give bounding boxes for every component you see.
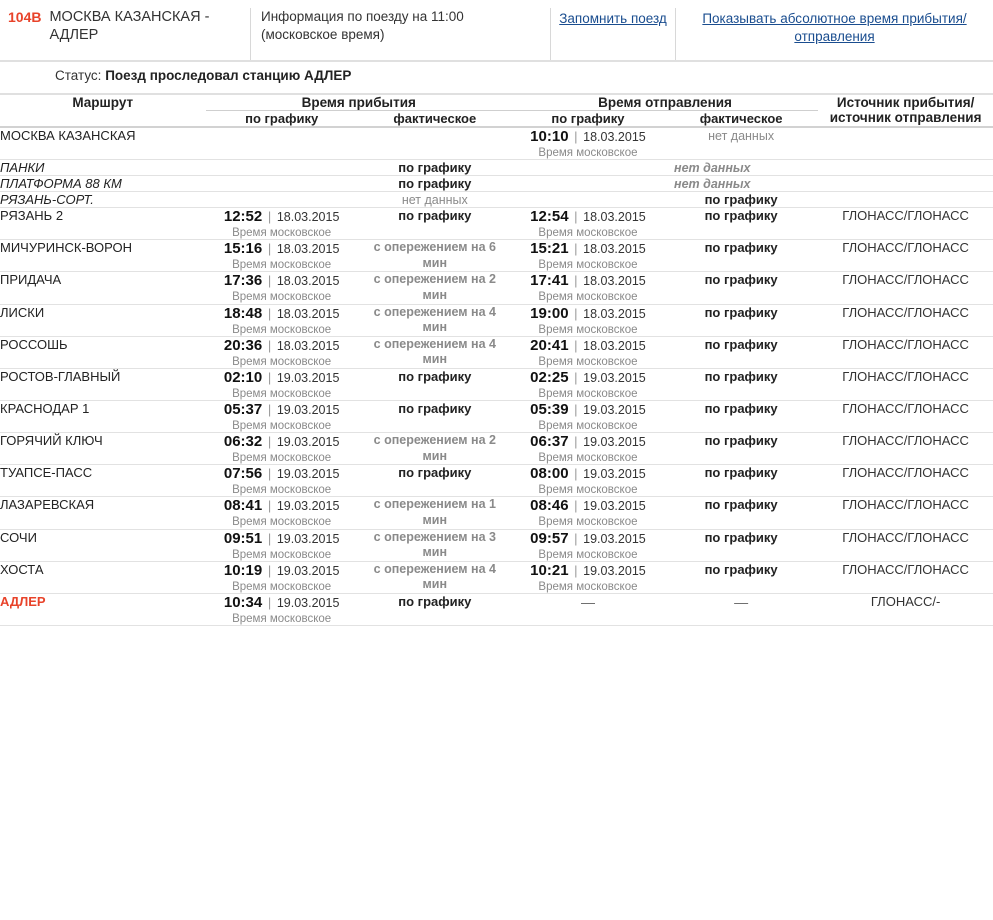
departure-actual-status: по графику [704,465,778,481]
table-row [0,369,993,401]
arrival-date: 18.03.2015 [276,306,340,321]
data-source-cell [818,176,993,192]
arrival-scheduled-cell [206,160,358,176]
departure-scheduled-cell [512,208,664,240]
arrival-time: 18:48 [223,304,263,322]
arrival-actual-status: по графику [398,594,472,609]
departure-actual-status: по графику [704,272,778,288]
departure-time: 08:00 [530,465,569,483]
departure-date: 19.03.2015 [583,403,646,417]
arrival-scheduled-cell [206,240,358,272]
col-header-arrival: Время прибытия [206,95,512,111]
arrival-time: 06:32 [223,433,263,450]
arrival-actual-status: по графику [398,208,472,223]
absolute-time-cell [675,8,993,60]
departure-actual-status: нет данных [674,177,751,191]
departure-scheduled-cell [512,497,664,529]
arrival-date: 18.03.2015 [276,338,340,353]
table-row [0,336,993,368]
departure-timezone-note: Время московское [538,355,638,368]
arrival-scheduled-cell [206,176,358,192]
departure-date: 19.03.2015 [583,531,646,546]
departure-actual-cell [664,433,818,465]
departure-scheduled-cell [512,272,664,304]
arrival-timezone-note: Время московское [232,580,332,593]
time-date-separator: | [264,434,275,449]
arrival-date: 18.03.2015 [276,210,340,224]
arrival-time: 17:36 [223,272,263,290]
info-line-1: Информация по поезду на 11:00 [261,9,464,24]
time-date-separator: | [570,466,582,482]
station-name: РЯЗАНЬ 2 [0,208,64,223]
departure-timezone-note: Время московское [538,548,638,561]
col-header-source: Источник прибытия/ источник отправления [829,95,982,125]
departure-actual-cell [664,176,818,192]
table-row [0,497,993,529]
station-name: АДЛЕР [0,594,46,609]
departure-date: 18.03.2015 [583,274,646,289]
station-name: ПЛАТФОРМА 88 КМ [0,176,122,191]
arrival-time: 15:16 [223,240,263,257]
data-source-value: ГЛОНАСС/- [870,594,941,609]
remember-train-link[interactable]: Запомнить поезд [559,11,667,26]
data-source-cell [818,465,993,497]
col-header-arrival-scheduled: по графику [245,111,319,126]
table-row [0,465,993,497]
departure-timezone-note: Время московское [538,580,638,593]
station-name: ЛАЗАРЕВСКАЯ [0,497,95,513]
data-source-cell [818,433,993,465]
time-date-separator: | [264,562,275,578]
arrival-actual-status: с опережением на 2 мин [373,272,496,302]
data-source-cell [818,272,993,304]
arrival-actual-cell [358,529,512,561]
departure-time: 08:46 [530,497,569,515]
arrival-timezone-note: Время московское [232,323,332,336]
data-source-cell [818,127,993,160]
data-source-value: ГЛОНАСС/ГЛОНАСС [842,369,969,384]
data-source-value: ГЛОНАСС/ГЛОНАСС [842,272,969,288]
data-source-cell [818,369,993,401]
arrival-actual-cell [358,192,512,208]
arrival-scheduled-cell [206,369,358,401]
departure-scheduled-cell [512,369,664,401]
arrival-scheduled-cell [206,336,358,368]
departure-actual-status: по графику [704,561,778,577]
arrival-timezone-note: Время московское [232,613,332,625]
arrival-actual-cell [358,401,512,433]
arrival-timezone-note: Время московское [232,548,332,561]
departure-actual-cell [664,465,818,497]
departure-date: 19.03.2015 [583,563,646,578]
col-header-arrival-actual: фактическое [393,111,477,126]
time-date-separator: | [570,370,582,385]
departure-scheduled-cell [512,176,664,192]
table-row [0,433,993,465]
arrival-scheduled-cell [206,401,358,433]
arrival-actual-status: по графику [398,176,472,191]
col-header-route: Маршрут [72,95,134,110]
arrival-date: 18.03.2015 [276,274,340,289]
arrival-scheduled-cell [206,497,358,529]
departure-actual-cell [664,208,818,240]
time-date-separator: | [264,241,275,256]
departure-actual-status: по графику [704,208,778,223]
station-name: РОСТОВ-ГЛАВНЫЙ [0,369,121,384]
arrival-timezone-note: Время московское [232,227,332,239]
departure-timezone-note: Время московское [538,291,638,304]
arrival-actual-cell [358,160,512,176]
arrival-actual-cell [358,336,512,368]
arrival-actual-cell [358,127,512,160]
time-date-separator: | [264,209,275,224]
arrival-scheduled-cell [206,272,358,304]
data-source-cell [818,336,993,368]
remember-train-cell [550,8,675,60]
departure-scheduled-cell [512,529,664,561]
station-name: ГОРЯЧИЙ КЛЮЧ [0,433,103,448]
time-date-separator: | [570,530,582,546]
departure-time: 05:39 [530,401,569,418]
departure-scheduled-cell [512,192,664,208]
departure-actual-cell [664,497,818,529]
arrival-actual-status: с опережением на 4 мин [373,336,496,367]
arrival-time: 10:34 [223,594,263,611]
departure-scheduled-cell [512,127,664,160]
departure-time: 10:21 [530,561,569,579]
time-date-separator: | [570,434,582,449]
station-name: ЛИСКИ [0,304,45,320]
schedule-table-body [0,127,993,626]
departure-time: 17:41 [530,272,569,290]
arrival-date: 19.03.2015 [276,435,340,449]
data-source-value: ГЛОНАСС/ГЛОНАСС [842,336,969,352]
departure-actual-status: нет данных [674,161,751,175]
arrival-actual-status: нет данных [401,193,468,207]
arrival-actual-cell [358,433,512,465]
station-name: МОСКВА КАЗАНСКАЯ [0,128,136,143]
arrival-scheduled-cell [206,529,358,561]
departure-timezone-note: Время московское [538,516,638,529]
time-date-separator: | [570,402,582,417]
data-source-cell [818,497,993,529]
time-date-separator: | [264,370,275,385]
departure-time: 06:37 [530,433,569,450]
data-source-value: ГЛОНАСС/ГЛОНАСС [842,497,969,513]
schedule-table [0,95,993,626]
arrival-scheduled-cell [206,304,358,336]
arrival-timezone-note: Время московское [232,452,332,464]
station-name: ПАНКИ [0,160,45,175]
departure-actual-status: по графику [704,336,778,352]
data-source-value: ГЛОНАСС/ГЛОНАСС [842,561,969,577]
time-date-separator: | [264,337,275,353]
time-date-separator: | [570,209,582,224]
show-absolute-time-link[interactable]: Показывать абсолютное время прибытия/отправления [702,11,967,44]
data-source-cell [818,561,993,593]
arrival-actual-cell [358,304,512,336]
table-row [0,304,993,336]
data-source-cell [818,192,993,208]
table-row [0,176,993,192]
arrival-scheduled-cell [206,594,358,626]
departure-time: 09:57 [530,529,569,547]
time-date-separator: | [264,466,275,482]
station-name: ХОСТА [0,561,44,577]
arrival-scheduled-cell [206,208,358,240]
departure-actual-status: по графику [704,529,778,545]
time-date-separator: | [264,273,275,289]
station-name: МИЧУРИНСК-ВОРОН [0,240,133,255]
departure-time: 15:21 [530,240,569,257]
departure-actual-cell [664,561,818,593]
data-source-cell [818,529,993,561]
arrival-date: 19.03.2015 [276,596,340,610]
departure-timezone-note: Время московское [538,388,638,400]
departure-actual-cell [664,272,818,304]
departure-timezone-note: Время московское [538,452,638,464]
departure-date: 19.03.2015 [583,467,646,482]
station-name: КРАСНОДАР 1 [0,401,90,416]
departure-timezone-note: Время московское [538,420,638,432]
time-date-separator: | [570,129,582,144]
status-label: Статус: [55,68,102,83]
departure-scheduled-cell [512,594,664,626]
departure-time: 10:10 [530,128,569,145]
arrival-actual-cell [358,561,512,593]
departure-actual-status: по графику [704,240,778,255]
departure-timezone-note: Время московское [538,323,638,336]
arrival-time: 20:36 [223,336,263,354]
schedule-table-head [0,95,993,127]
arrival-time: 12:52 [223,208,263,225]
arrival-actual-cell [358,272,512,304]
departure-scheduled-cell [512,401,664,433]
arrival-scheduled-cell [206,433,358,465]
arrival-actual-status: по графику [398,369,472,384]
time-date-separator: | [570,562,582,578]
departure-date: 18.03.2015 [583,338,646,353]
departure-time: 19:00 [530,304,569,322]
time-date-separator: | [264,305,275,321]
departure-scheduled-cell [512,304,664,336]
data-source-value: ГЛОНАСС/ГЛОНАСС [842,465,969,481]
time-date-separator: | [570,498,582,514]
departure-date: 18.03.2015 [583,306,646,321]
departure-actual-status: — [734,594,749,610]
time-date-separator: | [264,402,275,417]
departure-actual-status: по графику [704,369,778,384]
arrival-scheduled-cell [206,127,358,160]
departure-timezone-note: Время московское [538,147,638,159]
time-date-separator: | [264,595,275,610]
time-date-separator: | [570,273,582,289]
arrival-time: 10:19 [223,561,263,579]
arrival-timezone-note: Время московское [232,516,332,529]
info-line-2: (московское время) [261,26,385,42]
arrival-date: 19.03.2015 [276,467,340,482]
data-source-value: ГЛОНАСС/ГЛОНАСС [842,401,969,416]
departure-actual-cell [664,160,818,176]
col-header-departure-actual: фактическое [699,111,783,126]
departure-actual-status: нет данных [708,129,775,143]
departure-scheduled-cell [512,561,664,593]
table-row [0,208,993,240]
departure-actual-cell [664,304,818,336]
status-value: Поезд проследовал станцию АДЛЕР [105,68,352,83]
table-row [0,240,993,272]
station-name: ТУАПСЕ-ПАСС [0,465,93,481]
train-info-block [250,8,550,60]
time-date-separator: | [570,305,582,321]
col-header-departure: Время отправления [512,95,818,111]
arrival-actual-cell [358,594,512,626]
data-source-cell [818,208,993,240]
station-name: СОЧИ [0,529,37,545]
arrival-timezone-note: Время московское [232,484,332,497]
status-row [0,62,993,95]
arrival-actual-cell [358,465,512,497]
arrival-actual-status: с опережением на 4 мин [373,304,496,335]
table-row [0,272,993,304]
arrival-time: 09:51 [223,529,263,547]
arrival-actual-cell [358,497,512,529]
arrival-actual-cell [358,176,512,192]
arrival-date: 19.03.2015 [276,403,340,417]
table-row [0,594,993,626]
arrival-scheduled-cell [206,192,358,208]
departure-timezone-note: Время московское [538,484,638,497]
departure-time: 20:41 [530,336,569,354]
departure-date: 19.03.2015 [583,499,646,514]
arrival-actual-status: по графику [398,160,472,175]
arrival-date: 19.03.2015 [276,531,340,546]
departure-actual-status: по графику [704,401,778,416]
departure-actual-status: по графику [704,433,778,448]
time-date-separator: | [570,241,582,256]
arrival-timezone-note: Время московское [232,259,332,271]
table-row [0,401,993,433]
arrival-actual-status: с опережением на 3 мин [373,529,496,560]
arrival-actual-status: с опережением на 6 мин [373,240,496,270]
arrival-actual-cell [358,208,512,240]
departure-actual-cell [664,401,818,433]
departure-actual-status: по графику [704,304,778,320]
time-date-separator: | [570,337,582,353]
data-source-value: ГЛОНАСС/ГЛОНАСС [842,433,969,448]
train-name: МОСКВА КАЗАНСКАЯ - АДЛЕР [49,9,210,44]
arrival-actual-cell [358,240,512,272]
departure-date: 18.03.2015 [583,130,646,144]
arrival-actual-status: с опережением на 1 мин [373,497,496,527]
data-source-cell [818,240,993,272]
departure-actual-cell [664,127,818,160]
data-source-value: ГЛОНАСС/ГЛОНАСС [842,208,969,223]
departure-actual-cell [664,529,818,561]
table-row [0,127,993,160]
table-row [0,160,993,176]
arrival-actual-cell [358,369,512,401]
arrival-time: 07:56 [223,465,263,483]
time-date-separator: | [264,530,275,546]
arrival-date: 19.03.2015 [276,371,340,385]
arrival-timezone-note: Время московское [232,388,332,400]
arrival-actual-status: по графику [398,401,472,416]
arrival-date: 19.03.2015 [276,499,340,514]
departure-scheduled-dash: — [580,594,595,610]
arrival-timezone-note: Время московское [232,420,332,432]
arrival-time: 08:41 [223,497,263,515]
arrival-time: 05:37 [223,401,263,418]
arrival-time: 02:10 [223,369,263,386]
data-source-value: ГЛОНАСС/ГЛОНАСС [842,304,969,320]
table-row [0,529,993,561]
departure-actual-cell [664,336,818,368]
arrival-date: 19.03.2015 [276,563,340,578]
train-identity [0,8,250,44]
departure-date: 19.03.2015 [583,371,646,385]
departure-actual-cell [664,240,818,272]
arrival-scheduled-cell [206,465,358,497]
table-row [0,192,993,208]
data-source-value: ГЛОНАСС/ГЛОНАСС [842,529,969,545]
departure-actual-cell [664,369,818,401]
departure-actual-cell [664,192,818,208]
data-source-cell [818,304,993,336]
arrival-actual-status: с опережением на 2 мин [373,433,496,463]
departure-timezone-note: Время московское [538,259,638,271]
table-row [0,561,993,593]
departure-time: 02:25 [530,369,569,386]
data-source-cell [818,160,993,176]
arrival-timezone-note: Время московское [232,355,332,368]
departure-scheduled-cell [512,336,664,368]
arrival-actual-status: с опережением на 4 мин [373,561,496,592]
data-source-cell [818,401,993,433]
departure-scheduled-cell [512,160,664,176]
departure-time: 12:54 [530,208,569,225]
train-number: 104В [8,9,42,25]
data-source-value: ГЛОНАСС/ГЛОНАСС [842,240,969,255]
col-header-departure-scheduled: по графику [551,111,625,126]
departure-scheduled-cell [512,465,664,497]
departure-scheduled-cell [512,433,664,465]
departure-scheduled-cell [512,240,664,272]
station-name: ПРИДАЧА [0,272,62,288]
departure-date: 18.03.2015 [583,210,646,224]
arrival-date: 18.03.2015 [276,242,340,256]
arrival-scheduled-cell [206,561,358,593]
header-group-row [0,95,993,111]
station-name: РЯЗАНЬ-СОРТ. [0,192,94,207]
page-header [0,0,993,62]
departure-actual-status: по графику [704,497,778,513]
departure-timezone-note: Время московское [538,227,638,239]
time-date-separator: | [264,498,275,514]
arrival-actual-status: по графику [398,465,472,481]
departure-date: 18.03.2015 [583,242,646,256]
arrival-timezone-note: Время московское [232,291,332,304]
station-name: РОССОШЬ [0,336,68,352]
departure-actual-cell [664,594,818,626]
departure-date: 19.03.2015 [583,435,646,449]
data-source-cell [818,594,993,626]
departure-actual-status: по графику [704,192,778,207]
